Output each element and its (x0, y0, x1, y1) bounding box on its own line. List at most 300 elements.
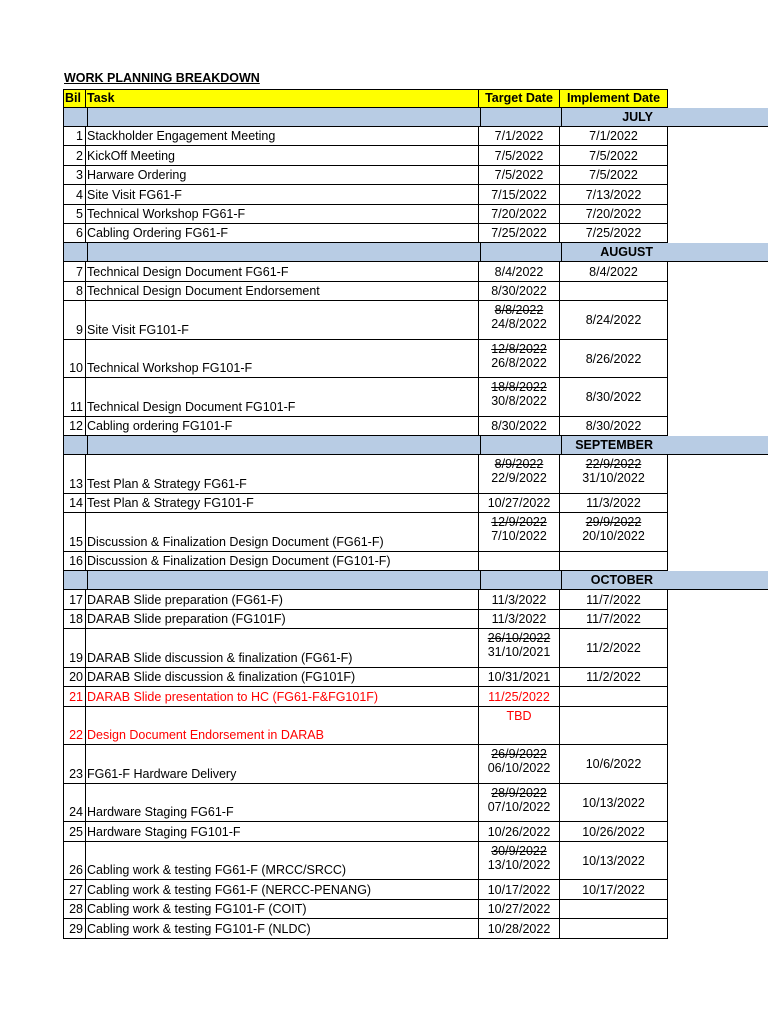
table-row (0, 880, 768, 899)
target-date-cell[interactable] (479, 378, 560, 417)
table-row (0, 262, 768, 281)
month-band-september (63, 436, 768, 455)
task-cell[interactable] (86, 262, 479, 281)
task-cell[interactable] (86, 919, 479, 938)
target-date-cell[interactable] (479, 513, 560, 552)
task-name: Hardware Staging FG101-F (87, 824, 241, 839)
target-date-cell-stack (479, 515, 559, 543)
target-date-cell[interactable] (479, 146, 560, 165)
task-cell[interactable] (86, 185, 479, 204)
table-row (0, 687, 768, 706)
task-cell[interactable] (86, 205, 479, 224)
implement-date-cell-value: 10/17/2022 (582, 882, 645, 897)
target-date-cell-value: 10/17/2022 (487, 882, 551, 897)
implement-date-cell-value: 8/24/2022 (585, 312, 642, 327)
task-name: Site Visit FG61-F (87, 187, 182, 202)
table-row (0, 494, 768, 513)
target-date-cell[interactable] (479, 880, 560, 899)
target-date-cell[interactable] (479, 127, 560, 146)
implement-date-cell-value: 11/2/2022 (586, 640, 641, 655)
bil-cell[interactable] (63, 784, 86, 823)
target-date-cell-value: 10/26/2022 (487, 824, 551, 839)
task-cell[interactable] (86, 822, 479, 841)
revised-date: 24/8/2022 (491, 317, 547, 332)
month-band-july (63, 108, 768, 127)
grid-line (480, 436, 481, 454)
bil-value: 24 (69, 805, 83, 820)
implement-date-cell[interactable] (560, 687, 668, 706)
column-header-bil[interactable] (63, 89, 86, 108)
task-cell[interactable] (86, 687, 479, 706)
target-date-cell[interactable] (479, 552, 560, 571)
original-date: 29/9/2022 (585, 515, 642, 530)
implement-date-cell[interactable] (560, 784, 668, 823)
table-row (0, 455, 768, 494)
bil-cell[interactable] (63, 687, 86, 706)
task-cell[interactable] (86, 745, 479, 784)
target-date-cell[interactable] (479, 919, 560, 938)
month-label: AUGUST (600, 245, 653, 260)
target-date-cell[interactable] (479, 224, 560, 243)
target-date-cell[interactable] (479, 301, 560, 340)
column-header-target-date[interactable] (479, 89, 560, 108)
task-cell[interactable] (86, 301, 479, 340)
task-name: Technical Design Document Endorsement (87, 284, 320, 299)
bil-cell[interactable] (63, 205, 86, 224)
bil-value: 2 (76, 148, 83, 163)
column-header-bil-label: Bil (65, 91, 81, 105)
task-cell[interactable] (86, 494, 479, 513)
target-date-cell[interactable] (479, 455, 560, 494)
revised-date: 31/10/2022 (582, 471, 645, 486)
bil-value: 7 (76, 264, 83, 279)
target-date-cell[interactable] (479, 282, 560, 301)
revised-date: 26/8/2022 (491, 355, 547, 370)
revised-date: 20/10/2022 (582, 529, 645, 544)
implement-date-cell-value: 10/13/2022 (582, 853, 645, 868)
target-date-cell[interactable] (479, 205, 560, 224)
bil-cell[interactable] (63, 417, 86, 436)
table-row (0, 205, 768, 224)
table-row (0, 340, 768, 379)
grid-line (480, 243, 481, 261)
bil-value: 18 (69, 612, 83, 627)
table-row (0, 784, 768, 823)
target-date-cell-value: 10/27/2022 (487, 496, 551, 511)
task-name: Cabling work & testing FG101-F (COIT) (87, 902, 307, 917)
bil-value: 8 (76, 284, 83, 299)
month-band-august (63, 243, 768, 262)
target-date-cell[interactable] (479, 262, 560, 281)
target-date-cell-value: 7/25/2022 (491, 226, 547, 241)
bil-cell[interactable] (63, 590, 86, 609)
grid-line (561, 571, 562, 589)
table-row (0, 224, 768, 243)
bil-cell[interactable] (63, 262, 86, 281)
bil-value: 11 (70, 399, 83, 414)
table-row (0, 590, 768, 609)
implement-date-cell[interactable] (560, 166, 668, 185)
original-date: 28/9/2022 (491, 785, 547, 800)
grid-line (480, 108, 481, 126)
implement-date-cell[interactable] (560, 822, 668, 841)
bil-cell[interactable] (63, 185, 86, 204)
task-cell[interactable] (86, 455, 479, 494)
original-date: 22/9/2022 (585, 457, 642, 472)
table-row (0, 629, 768, 668)
grid-line (561, 243, 562, 261)
grid-line (561, 436, 562, 454)
task-cell[interactable] (86, 629, 479, 668)
table-row (0, 417, 768, 436)
sheet-title: WORK PLANNING BREAKDOWN (64, 71, 260, 85)
revised-date: 13/10/2022 (487, 857, 551, 872)
target-date-cell[interactable] (479, 610, 560, 629)
target-date-cell-value: 10/28/2022 (487, 921, 551, 936)
target-date-cell[interactable] (479, 842, 560, 881)
target-date-cell[interactable] (479, 340, 560, 379)
implement-date-cell-value: 10/6/2022 (585, 756, 642, 771)
task-name: Cabling ordering FG101-F (87, 419, 233, 434)
task-cell[interactable] (86, 224, 479, 243)
target-date-cell-stack (479, 457, 559, 485)
implement-date-cell-value: 8/4/2022 (589, 264, 638, 279)
task-name: Design Document Endorsement in DARAB (87, 728, 324, 743)
implement-date-cell-value: 8/26/2022 (585, 351, 642, 366)
target-date-cell-value: 11/25/2022 (488, 689, 550, 704)
bil-cell[interactable] (63, 127, 86, 146)
bil-value: 15 (69, 534, 83, 549)
bil-value: 16 (69, 554, 83, 569)
implement-date-cell-value: 11/3/2022 (586, 496, 641, 511)
target-date-cell[interactable] (479, 707, 560, 746)
task-name: DARAB Slide presentation to HC (FG61-F&FG101F) (87, 689, 379, 704)
task-name: Cabling Ordering FG61-F (87, 226, 229, 241)
task-cell[interactable] (86, 590, 479, 609)
task-name: Cabling work & testing FG61-F (NERCC-PENANG) (87, 882, 372, 897)
original-date: 26/9/2022 (491, 747, 547, 762)
task-cell[interactable] (86, 842, 479, 881)
bil-cell[interactable] (63, 166, 86, 185)
task-cell[interactable] (86, 610, 479, 629)
task-cell[interactable] (86, 127, 479, 146)
task-cell[interactable] (86, 282, 479, 301)
bil-cell[interactable] (63, 146, 86, 165)
target-date-cell-value: 7/1/2022 (494, 129, 544, 144)
bil-cell[interactable] (63, 455, 86, 494)
task-name: Harware Ordering (87, 168, 187, 183)
original-date: 18/8/2022 (491, 380, 547, 395)
target-date-cell[interactable] (479, 822, 560, 841)
implement-date-cell[interactable] (560, 205, 668, 224)
task-name: Discussion & Finalization Design Document (FG61-F) (87, 534, 384, 549)
revised-date: 22/9/2022 (491, 471, 547, 486)
grid-line (561, 108, 562, 126)
table-row (0, 378, 768, 417)
bil-value: 20 (69, 670, 83, 685)
target-date-cell-value: 10/31/2021 (487, 670, 551, 685)
month-label: SEPTEMBER (575, 438, 653, 453)
implement-date-cell-value: 7/25/2022 (585, 226, 642, 241)
table-row (0, 707, 768, 746)
target-date-cell-value: 10/27/2022 (487, 902, 551, 917)
month-label: JULY (622, 110, 653, 124)
revised-date: 30/8/2022 (491, 394, 547, 409)
task-name: Technical Workshop FG61-F (87, 206, 246, 221)
task-name: KickOff Meeting (87, 148, 176, 163)
implement-date-cell[interactable] (560, 262, 668, 281)
table-row (0, 127, 768, 146)
bil-cell[interactable] (63, 919, 86, 938)
bil-cell[interactable] (63, 552, 86, 571)
target-date-cell[interactable] (479, 417, 560, 436)
column-header-task-label: Task (87, 91, 115, 105)
target-date-cell-stack (479, 844, 559, 872)
bil-value: 5 (76, 206, 83, 221)
task-name: Cabling work & testing FG61-F (MRCC/SRCC) (87, 863, 347, 878)
implement-date-cell[interactable] (560, 610, 668, 629)
target-date-cell-value: 8/4/2022 (494, 264, 544, 279)
task-name: Technical Design Document FG101-F (87, 399, 296, 414)
bil-value: 14 (69, 496, 83, 511)
task-name: DARAB Slide preparation (FG61-F) (87, 592, 283, 607)
implement-date-cell[interactable] (560, 127, 668, 146)
target-date-cell-value: TBD (506, 708, 532, 723)
task-name: DARAB Slide discussion & finalization (FG61-F) (87, 650, 353, 665)
target-date-cell[interactable] (479, 494, 560, 513)
implement-date-cell[interactable] (560, 185, 668, 204)
bil-value: 27 (69, 882, 83, 897)
target-date-cell-value: 7/15/2022 (491, 187, 547, 202)
revised-date: 06/10/2022 (487, 761, 551, 776)
target-date-cell[interactable] (479, 166, 560, 185)
task-cell[interactable] (86, 513, 479, 552)
table-row (0, 900, 768, 919)
implement-date-cell-value: 8/30/2022 (585, 419, 642, 434)
table-row (0, 185, 768, 204)
bil-cell[interactable] (63, 224, 86, 243)
target-date-cell-stack (479, 786, 559, 814)
table-row (0, 301, 768, 340)
table-row (0, 745, 768, 784)
target-date-cell-stack (479, 380, 559, 408)
task-cell[interactable] (86, 552, 479, 571)
implement-date-cell[interactable] (560, 919, 668, 938)
grid-line (480, 571, 481, 589)
grid-line (87, 108, 88, 126)
original-date: 8/9/2022 (494, 457, 544, 472)
task-name: Hardware Staging FG61-F (87, 805, 234, 820)
target-date-cell[interactable] (479, 629, 560, 668)
implement-date-cell-value: 10/26/2022 (582, 824, 645, 839)
implement-date-cell-stack (560, 515, 667, 543)
table-row (0, 822, 768, 841)
bil-value: 22 (69, 728, 83, 743)
bil-value: 25 (69, 824, 83, 839)
bil-cell[interactable] (63, 880, 86, 899)
task-cell[interactable] (86, 900, 479, 919)
task-cell[interactable] (86, 784, 479, 823)
task-name: DARAB Slide discussion & finalization (FG101F) (87, 670, 356, 685)
implement-date-cell[interactable] (560, 552, 668, 571)
target-date-cell-value: 7/5/2022 (494, 148, 544, 163)
implement-date-cell[interactable] (560, 417, 668, 436)
target-date-cell-stack (479, 631, 559, 659)
bil-cell[interactable] (63, 610, 86, 629)
column-header-task[interactable] (86, 89, 479, 108)
table-row (0, 282, 768, 301)
task-cell[interactable] (86, 417, 479, 436)
task-cell[interactable] (86, 668, 479, 687)
implement-date-cell-value: 10/13/2022 (582, 795, 645, 810)
target-date-cell-value: 11/3/2022 (491, 592, 547, 607)
original-date: 26/10/2022 (487, 631, 551, 646)
implement-date-cell[interactable] (560, 900, 668, 919)
task-cell[interactable] (86, 166, 479, 185)
original-date: 12/9/2022 (491, 515, 547, 530)
implement-date-cell-value: 7/5/2022 (589, 168, 638, 183)
bil-cell[interactable] (63, 668, 86, 687)
implement-date-cell-value: 7/13/2022 (585, 187, 642, 202)
table-row (0, 552, 768, 571)
column-header-implement-date[interactable] (560, 89, 668, 108)
task-name: Cabling work & testing FG101-F (NLDC) (87, 921, 311, 936)
bil-value: 3 (76, 168, 83, 183)
bil-value: 29 (69, 921, 83, 936)
bil-value: 9 (76, 322, 83, 337)
implement-date-cell[interactable] (560, 513, 668, 552)
header-row (0, 89, 768, 108)
target-date-cell[interactable] (479, 687, 560, 706)
table-row (0, 166, 768, 185)
task-name: Test Plan & Strategy FG61-F (87, 476, 247, 491)
bil-value: 12 (69, 419, 83, 434)
implement-date-cell[interactable] (560, 494, 668, 513)
task-cell[interactable] (86, 146, 479, 165)
bil-cell[interactable] (63, 340, 86, 379)
month-band-october (63, 571, 768, 590)
revised-date: 31/10/2021 (487, 645, 551, 660)
column-header-target-date-label: Target Date (485, 91, 553, 105)
bil-cell[interactable] (63, 842, 86, 881)
task-name: Technical Workshop FG101-F (87, 361, 253, 376)
implement-date-cell[interactable] (560, 590, 668, 609)
table-row (0, 842, 768, 881)
bil-cell[interactable] (63, 822, 86, 841)
task-name: FG61-F Hardware Delivery (87, 766, 237, 781)
task-cell[interactable] (86, 340, 479, 379)
bil-value: 6 (76, 226, 83, 241)
bil-value: 21 (69, 689, 83, 704)
target-date-cell-value: 8/30/2022 (491, 284, 547, 299)
bil-cell[interactable] (63, 707, 86, 746)
task-name: Discussion & Finalization Design Document (FG101-F) (87, 554, 391, 569)
target-date-cell[interactable] (479, 745, 560, 784)
implement-date-cell[interactable] (560, 282, 668, 301)
table-row (0, 668, 768, 687)
task-name: Technical Design Document FG61-F (87, 264, 289, 279)
implement-date-cell[interactable] (560, 707, 668, 746)
bil-value: 1 (76, 129, 83, 144)
original-date: 12/8/2022 (491, 341, 547, 356)
bil-value: 26 (69, 863, 83, 878)
implement-date-cell[interactable] (560, 880, 668, 899)
month-label: OCTOBER (590, 573, 653, 588)
bil-cell[interactable] (63, 745, 86, 784)
bil-cell[interactable] (63, 629, 86, 668)
grid-line (87, 571, 88, 589)
target-date-cell[interactable] (479, 900, 560, 919)
target-date-cell-value: 7/20/2022 (491, 206, 547, 221)
grid-line (87, 243, 88, 261)
table-row (0, 919, 768, 938)
bil-value: 19 (69, 650, 83, 665)
implement-date-cell[interactable] (560, 668, 668, 687)
bil-value: 13 (69, 476, 83, 491)
bil-cell[interactable] (63, 378, 86, 417)
implement-date-cell[interactable] (560, 340, 668, 379)
implement-date-cell-value: 11/7/2022 (586, 592, 641, 607)
bil-cell[interactable] (63, 494, 86, 513)
implement-date-cell[interactable] (560, 455, 668, 494)
implement-date-cell[interactable] (560, 745, 668, 784)
target-date-cell-value: 8/30/2022 (491, 419, 547, 434)
bil-cell[interactable] (63, 513, 86, 552)
target-date-cell-stack (479, 303, 559, 331)
task-cell[interactable] (86, 707, 479, 746)
target-date-cell[interactable] (479, 668, 560, 687)
bil-value: 4 (76, 187, 83, 202)
revised-date: 07/10/2022 (487, 799, 551, 814)
implement-date-cell-value: 7/5/2022 (589, 148, 638, 163)
bil-value: 17 (69, 592, 83, 607)
task-name: Test Plan & Strategy FG101-F (87, 496, 254, 511)
implement-date-cell[interactable] (560, 629, 668, 668)
implement-date-cell-value: 8/30/2022 (585, 390, 642, 405)
target-date-cell[interactable] (479, 590, 560, 609)
implement-date-cell[interactable] (560, 301, 668, 340)
task-cell[interactable] (86, 880, 479, 899)
implement-date-cell-value: 7/1/2022 (589, 129, 638, 144)
bil-cell[interactable] (63, 301, 86, 340)
bil-cell[interactable] (63, 900, 86, 919)
implement-date-cell[interactable] (560, 378, 668, 417)
implement-date-cell[interactable] (560, 224, 668, 243)
table-row (0, 610, 768, 629)
bil-value: 28 (69, 902, 83, 917)
implement-date-cell[interactable] (560, 146, 668, 165)
implement-date-cell-value: 11/7/2022 (586, 612, 641, 627)
task-name: Stackholder Engagement Meeting (87, 129, 276, 144)
original-date: 30/9/2022 (491, 843, 547, 858)
task-name: Site Visit FG101-F (87, 322, 189, 337)
implement-date-cell-value: 11/2/2022 (586, 670, 641, 685)
target-date-cell[interactable] (479, 185, 560, 204)
target-date-cell[interactable] (479, 784, 560, 823)
target-date-cell-value: 11/3/2022 (491, 612, 547, 627)
original-date: 8/8/2022 (494, 303, 544, 318)
task-cell[interactable] (86, 378, 479, 417)
revised-date: 7/10/2022 (491, 529, 547, 544)
implement-date-cell-stack (560, 457, 667, 485)
table-row (0, 513, 768, 552)
task-name: DARAB Slide preparation (FG101F) (87, 612, 286, 627)
bil-value: 23 (69, 766, 83, 781)
bil-cell[interactable] (63, 282, 86, 301)
target-date-cell-value: 7/5/2022 (494, 168, 544, 183)
implement-date-cell[interactable] (560, 842, 668, 881)
bil-value: 10 (69, 361, 83, 376)
